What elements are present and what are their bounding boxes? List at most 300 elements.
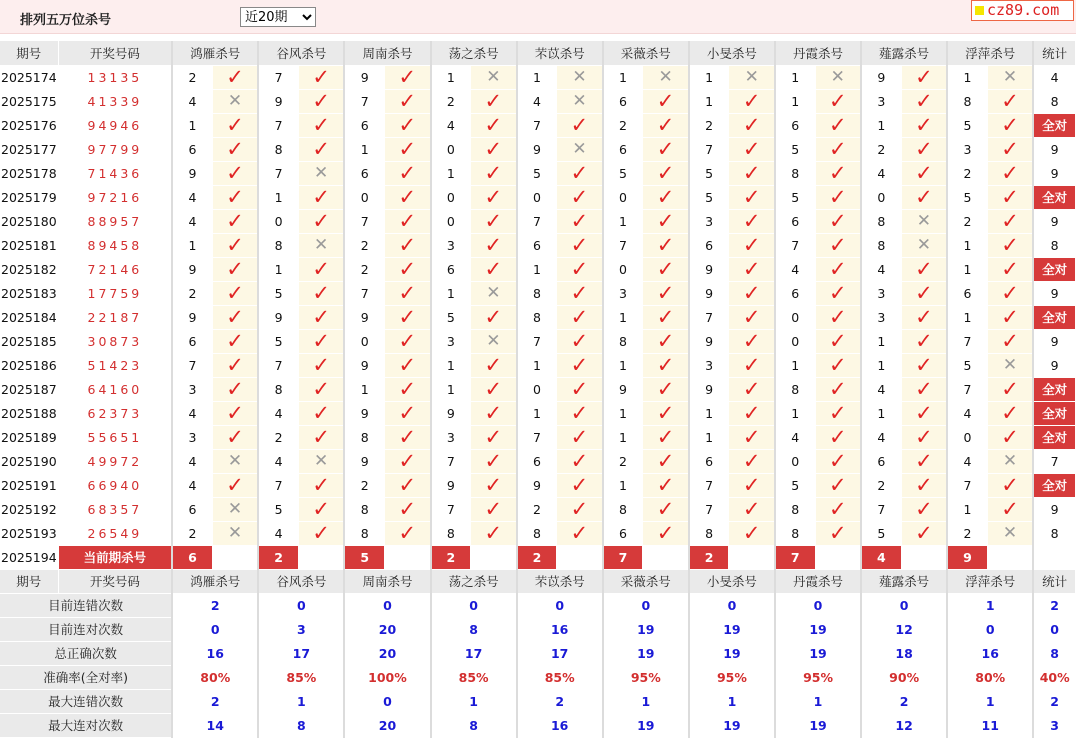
result-mark-cell [901, 89, 947, 113]
check-icon: ✓ [656, 329, 675, 353]
check-icon: ✓ [915, 473, 933, 497]
check-icon: ✓ [570, 377, 589, 401]
check-icon: ✓ [398, 89, 417, 113]
kill-value-cell: 6 [172, 329, 212, 353]
kill-value-cell: 7 [258, 353, 298, 377]
stat-total: 2 [1033, 593, 1075, 617]
empty-cell [384, 545, 430, 569]
kill-value-cell: 9 [172, 161, 212, 185]
stat-label: 最大连对次数 [0, 713, 172, 737]
result-mark-cell [815, 353, 861, 377]
kill-value-cell: 1 [861, 113, 901, 137]
kill-value-cell: 0 [431, 185, 471, 209]
result-mark-cell [298, 281, 344, 305]
result-mark-cell [298, 377, 344, 401]
result-mark-cell [729, 425, 775, 449]
kill-value-cell: 7 [689, 473, 729, 497]
result-mark-cell [643, 425, 689, 449]
result-mark-cell [729, 473, 775, 497]
total-cell: 全对 [1033, 377, 1075, 401]
result-mark-cell [729, 233, 775, 257]
column-header: 荡之杀号 [431, 569, 517, 593]
stat-value: 95% [603, 665, 689, 689]
kill-value-cell: 7 [861, 497, 901, 521]
check-icon: ✓ [484, 377, 503, 401]
check-icon: ✓ [656, 497, 675, 521]
total-cell: 全对 [1033, 113, 1075, 137]
kill-value-cell: 3 [861, 89, 901, 113]
result-mark-cell [212, 521, 258, 545]
check-icon: ✓ [312, 65, 330, 89]
check-icon: ✓ [226, 305, 244, 329]
stat-value: 19 [689, 641, 775, 665]
period-cell: 2025178 [0, 161, 58, 185]
period-cell: 2025191 [0, 473, 58, 497]
result-mark-cell [298, 113, 344, 137]
kill-value-cell: 2 [861, 473, 901, 497]
kill-value-cell: 1 [947, 65, 987, 89]
check-icon: ✓ [398, 353, 417, 377]
period-select[interactable] [240, 7, 316, 27]
cross-icon: ✕ [1002, 523, 1018, 543]
kill-value-cell: 1 [431, 353, 471, 377]
kill-value-cell: 5 [947, 353, 987, 377]
check-icon: ✓ [570, 281, 589, 305]
kill-value-cell: 5 [775, 137, 815, 161]
result-mark-cell [212, 329, 258, 353]
kill-value-cell: 9 [689, 281, 729, 305]
result-mark-cell [643, 209, 689, 233]
result-mark-cell [901, 281, 947, 305]
stat-row [0, 641, 1076, 665]
kill-value-cell: 6 [689, 449, 729, 473]
stat-value: 16 [517, 617, 603, 641]
kill-value-cell: 7 [258, 113, 298, 137]
kill-value-cell: 4 [172, 449, 212, 473]
period-cell: 2025187 [0, 377, 58, 401]
result-mark-cell [987, 425, 1033, 449]
result-mark-cell [471, 401, 517, 425]
stat-value: 1 [947, 593, 1033, 617]
check-icon: ✓ [828, 329, 847, 353]
kill-value-cell: 1 [947, 233, 987, 257]
check-icon: ✓ [312, 137, 330, 161]
result-mark-cell [987, 449, 1033, 473]
result-mark-cell [729, 209, 775, 233]
check-icon: ✓ [828, 281, 847, 305]
result-mark-cell [987, 257, 1033, 281]
result-mark-cell [298, 497, 344, 521]
kill-value-cell: 0 [861, 185, 901, 209]
current-kill-value: 9 [947, 545, 987, 569]
kill-value-cell: 7 [517, 425, 557, 449]
result-mark-cell [729, 113, 775, 137]
kill-value-cell: 1 [947, 497, 987, 521]
period-cell: 2025182 [0, 257, 58, 281]
total-cell: 4 [1033, 65, 1075, 89]
kill-value-cell: 1 [603, 65, 643, 89]
stat-value: 95% [689, 665, 775, 689]
table-row [0, 377, 1076, 401]
kill-value-cell: 0 [775, 305, 815, 329]
column-header: 小旻杀号 [689, 41, 775, 65]
kill-value-cell: 4 [861, 257, 901, 281]
check-icon: ✓ [570, 185, 589, 209]
kill-value-cell: 7 [431, 449, 471, 473]
kill-value-cell: 4 [947, 449, 987, 473]
cross-icon: ✕ [486, 331, 501, 351]
check-icon: ✓ [656, 377, 675, 401]
check-icon: ✓ [484, 425, 503, 449]
check-icon: ✓ [312, 113, 330, 137]
empty-cell [471, 545, 517, 569]
check-icon: ✓ [226, 113, 244, 137]
column-header: 期号 [0, 569, 58, 593]
result-mark-cell [557, 161, 603, 185]
kill-value-cell: 2 [603, 113, 643, 137]
stat-label: 准确率(全对率) [0, 665, 172, 689]
result-mark-cell [901, 305, 947, 329]
stat-row [0, 713, 1076, 737]
kill-value-cell: 6 [775, 209, 815, 233]
check-icon: ✓ [742, 89, 761, 113]
check-icon: ✓ [312, 281, 330, 305]
check-icon: ✓ [828, 401, 847, 425]
stat-value: 90% [861, 665, 947, 689]
kill-value-cell: 2 [172, 281, 212, 305]
check-icon: ✓ [915, 257, 933, 281]
stat-value: 100% [344, 665, 430, 689]
check-icon: ✓ [398, 521, 417, 545]
check-icon: ✓ [915, 137, 933, 161]
kill-value-cell: 1 [861, 353, 901, 377]
check-icon: ✓ [312, 401, 330, 425]
check-icon: ✓ [398, 185, 417, 209]
kill-value-cell: 9 [517, 137, 557, 161]
kill-value-cell: 2 [172, 521, 212, 545]
check-icon: ✓ [484, 161, 503, 185]
kill-value-cell: 8 [775, 377, 815, 401]
stat-value: 95% [775, 665, 861, 689]
result-mark-cell [298, 257, 344, 281]
stat-value: 85% [258, 665, 344, 689]
table-row [0, 161, 1076, 185]
result-mark-cell [815, 449, 861, 473]
check-icon: ✓ [742, 161, 761, 185]
result-mark-cell [901, 377, 947, 401]
check-icon: ✓ [915, 497, 933, 521]
kill-value-cell: 9 [172, 305, 212, 329]
kill-value-cell: 7 [947, 329, 987, 353]
check-icon: ✓ [312, 377, 330, 401]
cross-icon: ✕ [227, 523, 243, 543]
kill-value-cell: 2 [947, 521, 987, 545]
result-mark-cell [384, 521, 430, 545]
kill-value-cell: 0 [603, 257, 643, 281]
current-kill-label: 当前期杀号 [58, 545, 172, 569]
check-icon: ✓ [915, 281, 933, 305]
stat-value: 19 [775, 641, 861, 665]
column-header: 丹霞杀号 [775, 569, 861, 593]
kill-value-cell: 1 [517, 257, 557, 281]
draw-number-cell: 94946 [58, 113, 172, 137]
result-mark-cell [471, 473, 517, 497]
total-cell: 全对 [1033, 257, 1075, 281]
result-mark-cell [384, 209, 430, 233]
draw-number-cell: 41339 [58, 89, 172, 113]
result-mark-cell [987, 353, 1033, 377]
check-icon: ✓ [656, 425, 675, 449]
result-mark-cell [815, 161, 861, 185]
logo-text: cz89.com [987, 1, 1060, 19]
kill-value-cell: 5 [775, 185, 815, 209]
period-cell: 2025176 [0, 113, 58, 137]
stat-value: 80% [172, 665, 258, 689]
kill-value-cell: 4 [172, 209, 212, 233]
result-mark-cell [901, 65, 947, 89]
kill-value-cell: 2 [344, 257, 384, 281]
column-header: 开奖号码 [58, 569, 172, 593]
check-icon: ✓ [312, 521, 330, 545]
result-mark-cell [815, 473, 861, 497]
kill-value-cell: 9 [258, 305, 298, 329]
period-cell: 2025185 [0, 329, 58, 353]
kill-value-cell: 1 [689, 65, 729, 89]
stat-value: 0 [431, 593, 517, 617]
check-icon: ✓ [915, 353, 933, 377]
result-mark-cell [298, 329, 344, 353]
cross-icon: ✕ [830, 67, 845, 87]
check-icon: ✓ [484, 113, 503, 137]
check-icon: ✓ [742, 233, 761, 257]
kill-value-cell: 9 [344, 353, 384, 377]
check-icon: ✓ [312, 425, 330, 449]
result-mark-cell [212, 161, 258, 185]
kill-value-cell: 8 [775, 497, 815, 521]
result-mark-cell [729, 329, 775, 353]
check-icon: ✓ [656, 161, 675, 185]
draw-number-cell: 22187 [58, 305, 172, 329]
result-mark-cell [471, 497, 517, 521]
draw-number-cell: 72146 [58, 257, 172, 281]
result-mark-cell [212, 209, 258, 233]
kill-value-cell: 2 [517, 497, 557, 521]
result-mark-cell [729, 281, 775, 305]
kill-value-cell: 5 [431, 305, 471, 329]
kill-value-cell: 9 [344, 305, 384, 329]
result-mark-cell [471, 377, 517, 401]
result-mark-cell [643, 281, 689, 305]
kill-value-cell: 1 [517, 401, 557, 425]
check-icon: ✓ [1001, 281, 1019, 305]
result-mark-cell [901, 233, 947, 257]
result-mark-cell [471, 89, 517, 113]
check-icon: ✓ [226, 473, 244, 497]
table-row [0, 329, 1076, 353]
current-kill-value: 4 [861, 545, 901, 569]
table-row [0, 89, 1076, 113]
column-header: 芣苡杀号 [517, 569, 603, 593]
kill-value-cell: 9 [861, 65, 901, 89]
stat-value: 12 [861, 713, 947, 737]
column-header: 薤露杀号 [861, 41, 947, 65]
cross-icon: ✕ [227, 451, 243, 471]
result-mark-cell [987, 377, 1033, 401]
check-icon: ✓ [226, 209, 244, 233]
result-mark-cell [815, 497, 861, 521]
current-kill-value: 5 [344, 545, 384, 569]
kill-value-cell: 9 [344, 65, 384, 89]
check-icon: ✓ [226, 257, 244, 281]
kill-value-cell: 2 [603, 449, 643, 473]
check-icon: ✓ [742, 113, 761, 137]
cross-icon: ✕ [1002, 67, 1018, 87]
check-icon: ✓ [828, 233, 847, 257]
draw-number-cell: 97216 [58, 185, 172, 209]
result-mark-cell [643, 329, 689, 353]
kill-value-cell: 3 [861, 305, 901, 329]
check-icon: ✓ [1001, 257, 1019, 281]
check-icon: ✓ [570, 473, 589, 497]
kill-value-cell: 1 [947, 305, 987, 329]
period-cell: 2025192 [0, 497, 58, 521]
stat-value: 17 [431, 641, 517, 665]
result-mark-cell [987, 281, 1033, 305]
result-mark-cell [557, 137, 603, 161]
draw-number-cell: 64160 [58, 377, 172, 401]
stat-value: 0 [603, 593, 689, 617]
check-icon: ✓ [828, 305, 847, 329]
kill-number-table [0, 41, 1076, 738]
kill-value-cell: 9 [344, 401, 384, 425]
result-mark-cell [557, 185, 603, 209]
kill-value-cell: 3 [431, 233, 471, 257]
result-mark-cell [212, 113, 258, 137]
kill-value-cell: 8 [947, 89, 987, 113]
result-mark-cell [298, 473, 344, 497]
total-cell: 8 [1033, 89, 1075, 113]
check-icon: ✓ [484, 497, 503, 521]
stat-value: 1 [431, 689, 517, 713]
check-icon: ✓ [226, 281, 244, 305]
kill-value-cell: 6 [517, 449, 557, 473]
check-icon: ✓ [398, 281, 417, 305]
check-icon: ✓ [570, 425, 589, 449]
check-icon: ✓ [656, 233, 675, 257]
result-mark-cell [815, 257, 861, 281]
empty-cell [298, 545, 344, 569]
stat-row [0, 617, 1076, 641]
result-mark-cell [729, 161, 775, 185]
check-icon: ✓ [656, 185, 675, 209]
kill-value-cell: 8 [775, 521, 815, 545]
check-icon: ✓ [312, 305, 330, 329]
site-logo[interactable] [971, 0, 1074, 21]
check-icon: ✓ [828, 449, 847, 473]
check-icon: ✓ [398, 305, 417, 329]
stat-row [0, 689, 1076, 713]
kill-value-cell: 9 [689, 377, 729, 401]
stat-value: 19 [689, 617, 775, 641]
kill-value-cell: 6 [344, 161, 384, 185]
check-icon: ✓ [915, 89, 933, 113]
period-cell: 2025174 [0, 65, 58, 89]
check-icon: ✓ [915, 113, 933, 137]
check-icon: ✓ [570, 521, 589, 545]
kill-value-cell: 8 [344, 521, 384, 545]
kill-value-cell: 8 [775, 161, 815, 185]
check-icon: ✓ [398, 449, 417, 473]
kill-value-cell: 1 [431, 281, 471, 305]
table-row [0, 497, 1076, 521]
result-mark-cell [729, 305, 775, 329]
result-mark-cell [815, 233, 861, 257]
check-icon: ✓ [1001, 377, 1019, 401]
current-kill-value: 2 [689, 545, 729, 569]
result-mark-cell [987, 329, 1033, 353]
kill-value-cell: 1 [689, 89, 729, 113]
check-icon: ✓ [742, 449, 761, 473]
period-cell: 2025188 [0, 401, 58, 425]
kill-value-cell: 4 [258, 449, 298, 473]
column-header: 采薇杀号 [603, 569, 689, 593]
check-icon: ✓ [398, 425, 417, 449]
result-mark-cell [643, 65, 689, 89]
check-icon: ✓ [398, 497, 417, 521]
check-icon: ✓ [484, 209, 503, 233]
result-mark-cell [471, 329, 517, 353]
kill-value-cell: 5 [689, 161, 729, 185]
period-cell: 2025177 [0, 137, 58, 161]
kill-value-cell: 1 [603, 401, 643, 425]
draw-number-cell: 97799 [58, 137, 172, 161]
result-mark-cell [987, 401, 1033, 425]
period-cell: 2025183 [0, 281, 58, 305]
kill-value-cell: 2 [947, 161, 987, 185]
result-mark-cell [815, 185, 861, 209]
result-mark-cell [643, 233, 689, 257]
cross-icon: ✕ [486, 283, 501, 303]
result-mark-cell [557, 65, 603, 89]
kill-value-cell: 5 [258, 281, 298, 305]
kill-value-cell: 9 [689, 329, 729, 353]
draw-number-cell: 49972 [58, 449, 172, 473]
result-mark-cell [815, 137, 861, 161]
table-row [0, 65, 1076, 89]
kill-value-cell: 2 [947, 209, 987, 233]
stat-value: 80% [947, 665, 1033, 689]
kill-value-cell: 8 [258, 233, 298, 257]
result-mark-cell [298, 209, 344, 233]
check-icon: ✓ [742, 185, 761, 209]
result-mark-cell [901, 425, 947, 449]
check-icon: ✓ [398, 257, 417, 281]
check-icon: ✓ [656, 209, 675, 233]
result-mark-cell [815, 377, 861, 401]
result-mark-cell [557, 257, 603, 281]
kill-value-cell: 7 [344, 209, 384, 233]
stat-value: 16 [172, 641, 258, 665]
stat-value: 17 [517, 641, 603, 665]
result-mark-cell [815, 65, 861, 89]
column-header: 统计 [1033, 41, 1075, 65]
kill-value-cell: 8 [517, 305, 557, 329]
result-mark-cell [384, 89, 430, 113]
column-header: 周南杀号 [344, 41, 430, 65]
kill-value-cell: 8 [344, 425, 384, 449]
current-period-row [0, 545, 1076, 569]
result-mark-cell [815, 401, 861, 425]
